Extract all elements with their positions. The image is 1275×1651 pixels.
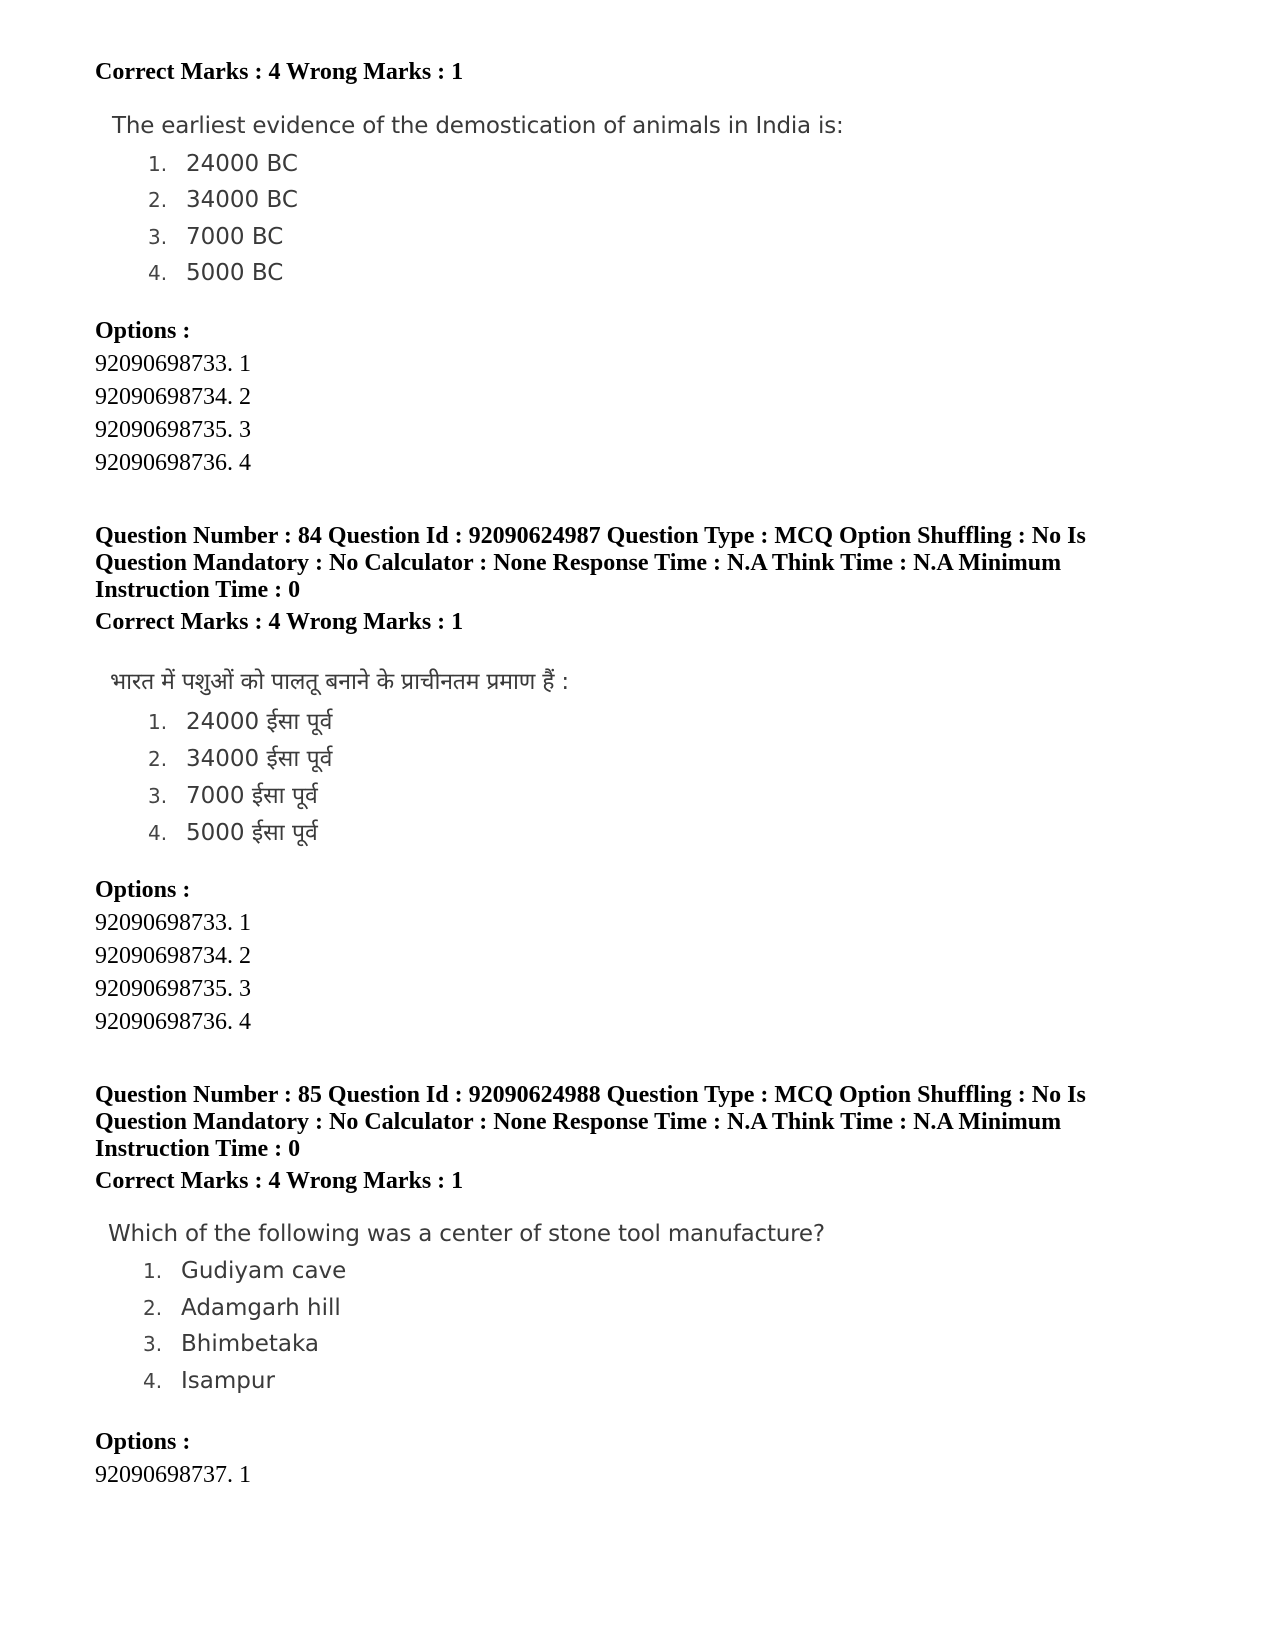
choice-item [148,741,332,773]
choice-number: 4. [148,261,168,285]
question-header-line: Question Mandatory : No Calculator : None Response Time : N.A Think Time : N.A Minimum [95,550,1062,576]
option-line: 92090698734. 2 [95,943,251,969]
question-header-line: Instruction Time : 0 [95,1136,301,1162]
choice-text: 24000 ईसा पूर्व [186,709,333,735]
choice-number: 2. [148,188,168,212]
option-line: 92090698736. 4 [95,1009,251,1035]
choice-number: 4. [143,1369,163,1393]
choice-item [148,224,283,250]
choice-text: 7000 ईसा पूर्व [186,783,318,809]
choice-number: 2. [143,1296,163,1320]
choice-text: Adamgarh hill [181,1295,341,1321]
choice-text: Isampur [181,1368,275,1394]
choice-item [148,187,298,213]
choice-item [148,815,318,847]
choice-item [143,1331,319,1357]
choice-text: Gudiyam cave [181,1258,347,1284]
question-text: Which of the following was a center of stone tool manufacture? [108,1221,825,1247]
choice-item [148,778,318,810]
options-label: Options : [95,318,191,344]
choice-text: 7000 BC [186,224,284,250]
choice-number: 2. [148,747,168,771]
choice-number: 1. [148,152,168,176]
option-line: 92090698733. 1 [95,910,251,936]
choice-text: 34000 ईसा पूर्व [186,746,333,772]
choice-text: 24000 BC [186,151,298,177]
choice-item [143,1295,341,1321]
choice-item [148,260,283,286]
option-line: 92090698735. 3 [95,417,251,443]
choice-item [143,1258,346,1284]
options-label: Options : [95,877,191,903]
choice-number: 3. [143,1332,163,1356]
correct-marks: Correct Marks : 4 Wrong Marks : 1 [95,59,464,85]
correct-marks: Correct Marks : 4 Wrong Marks : 1 [95,609,464,635]
question-header-line: Question Number : 85 Question Id : 92090624988 Question Type : MCQ Option Shuffling : No Is [95,1082,1086,1108]
question-text: भारत में पशुओं को पालतू बनाने के प्राचीनतम प्रमाण हैं : [110,669,569,695]
choice-number: 3. [148,784,168,808]
question-text: The earliest evidence of the demostication of animals in India is: [112,113,844,139]
options-label: Options : [95,1429,191,1455]
choice-item [148,151,298,177]
option-line: 92090698735. 3 [95,976,251,1002]
choice-number: 1. [143,1259,163,1283]
option-line: 92090698736. 4 [95,450,251,476]
choice-text: Bhimbetaka [181,1331,320,1357]
choice-text: 5000 BC [186,260,284,286]
choice-number: 4. [148,821,168,845]
choice-item [143,1368,275,1394]
question-header-line: Question Mandatory : No Calculator : None Response Time : N.A Think Time : N.A Minimum [95,1109,1062,1135]
choice-item [148,704,332,736]
choice-text: 34000 BC [186,187,298,213]
option-line: 92090698737. 1 [95,1462,251,1488]
option-line: 92090698734. 2 [95,384,251,410]
correct-marks: Correct Marks : 4 Wrong Marks : 1 [95,1168,464,1194]
question-header-line: Question Number : 84 Question Id : 92090624987 Question Type : MCQ Option Shuffling : No Is [95,523,1086,549]
question-header-line: Instruction Time : 0 [95,577,301,603]
choice-text: 5000 ईसा पूर्व [186,820,318,846]
choice-number: 3. [148,225,168,249]
option-line: 92090698733. 1 [95,351,251,377]
choice-number: 1. [148,710,168,734]
